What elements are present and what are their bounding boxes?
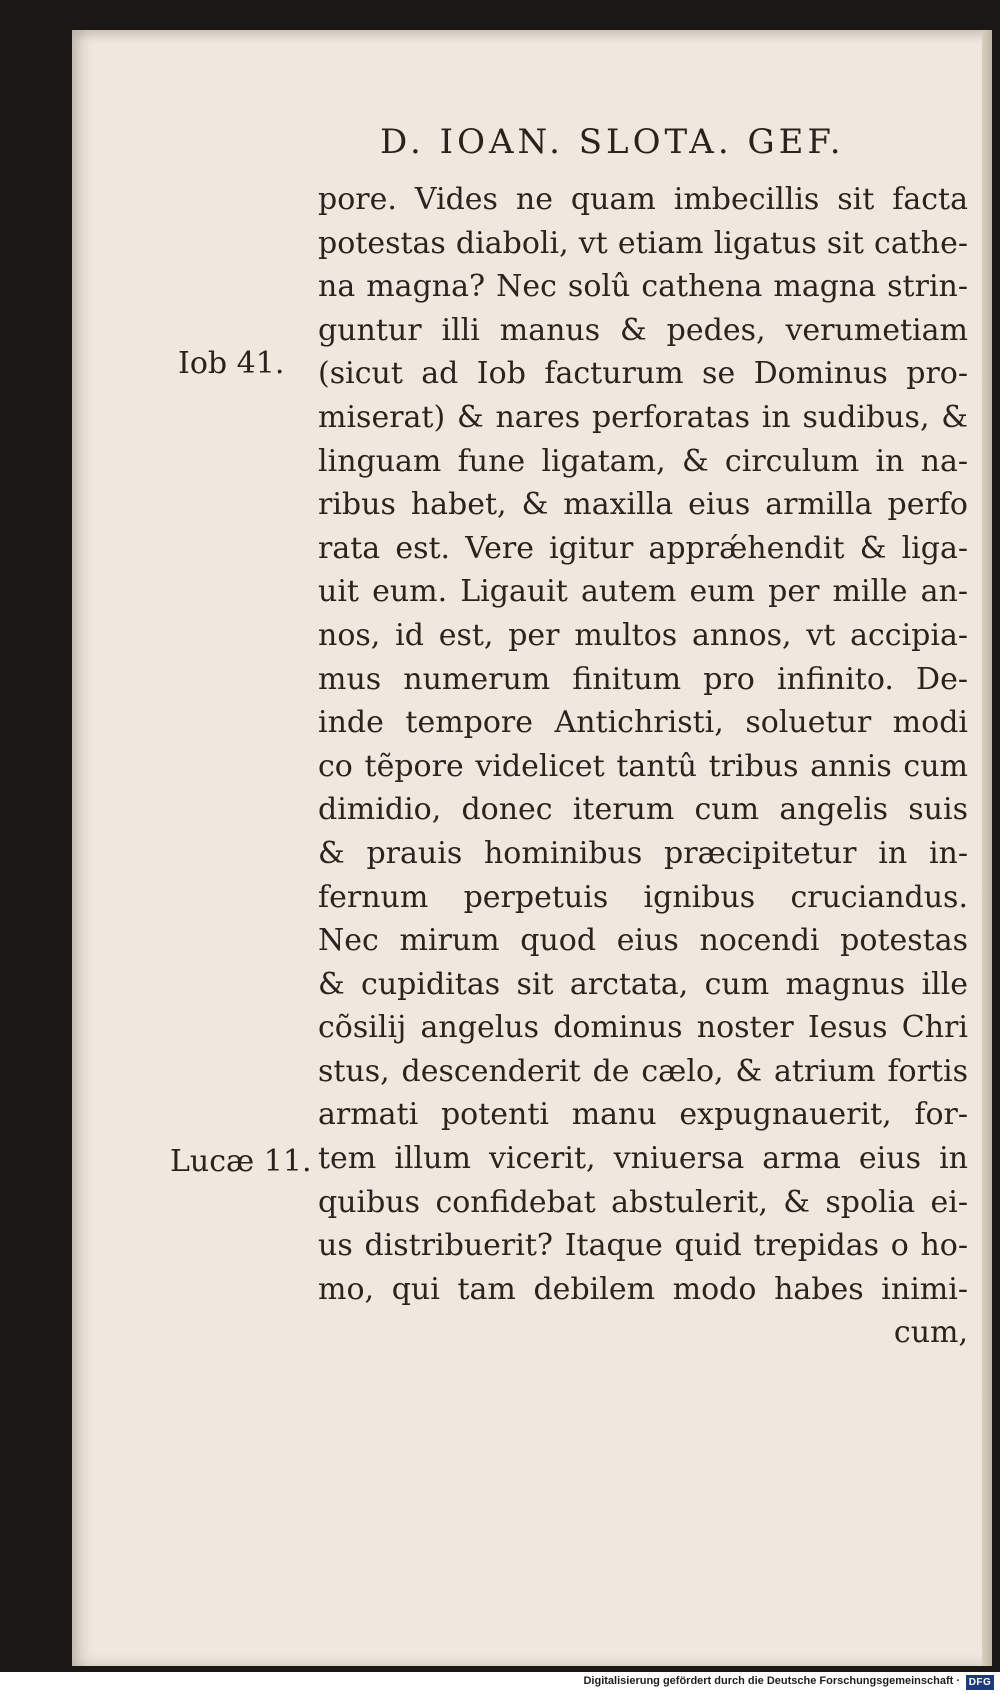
text-line: nos, id est, per multos annos, vt accipia-	[318, 617, 968, 653]
running-header: D. IOAN. SLOTA. GEF.	[380, 122, 845, 162]
marginal-note-iob: Iob 41.	[178, 346, 285, 381]
text-line: co tẽpore videlicet tantû tribus annis cum	[318, 748, 968, 784]
text-line: (sicut ad Iob facturum se Dominus pro-	[318, 356, 968, 392]
text-line: stus, descenderit de cælo, & atrium fortis	[318, 1053, 968, 1089]
funding-credit: Digitalisierung gefördert durch die Deutsche Forschungsgemeinschaft ·	[583, 1675, 960, 1687]
text-line: miserat) & nares perforatas in sudibus, &	[318, 399, 968, 435]
text-line: Nec mirum quod eius nocendi potestas	[318, 923, 968, 959]
text-line: potestas diaboli, vt etiam ligatus sit cathe-	[318, 225, 968, 261]
text-line: linguam fune ligatam, & circulum in na-	[318, 443, 968, 479]
footer-bar	[0, 1672, 1000, 1694]
text-line: fernum perpetuis ignibus cruciandus.	[318, 879, 968, 915]
text-line: pore. Vides ne quam imbecillis sit facta	[318, 182, 968, 217]
catchword: cum,	[893, 1315, 968, 1351]
text-line: rata est. Vere igitur apprǽhendit & liga-	[318, 530, 968, 566]
text-line: na magna? Nec solû cathena magna strin-	[318, 269, 968, 305]
dfg-logo: DFG	[966, 1675, 994, 1690]
text-line: tem illum vicerit, vniuersa arma eius in	[318, 1141, 968, 1177]
page-edge	[982, 30, 992, 1666]
text-line: cõsilij angelus dominus noster Iesus Chri	[318, 1010, 968, 1046]
text-line: uit eum. Ligauit autem eum per mille an-	[318, 574, 968, 610]
text-line: quibus confidebat abstulerit, & spolia ei-	[318, 1184, 968, 1220]
text-line: ribus habet, & maxilla eius armilla perfo	[318, 487, 968, 523]
body-text	[318, 178, 968, 1355]
text-line: guntur illi manus & pedes, verumetiam	[318, 312, 968, 348]
text-line: us distribuerit? Itaque quid trepidas o ho-	[318, 1228, 968, 1264]
text-line: & prauis hominibus præcipitetur in in-	[318, 835, 968, 871]
text-line: & cupiditas sit arctata, cum magnus ille	[318, 966, 968, 1002]
text-line: mo, qui tam debilem modo habes inimi-	[318, 1271, 968, 1307]
text-line: dimidio, donec iterum cum angelis suis	[318, 792, 968, 828]
marginal-note-lucae: Lucæ 11.	[170, 1144, 312, 1179]
text-line: armati potenti manu expugnauerit, for-	[318, 1097, 968, 1133]
text-line: inde tempore Antichristi, soluetur modi	[318, 705, 968, 741]
text-line: mus numerum finitum pro infinito. De-	[318, 661, 968, 697]
